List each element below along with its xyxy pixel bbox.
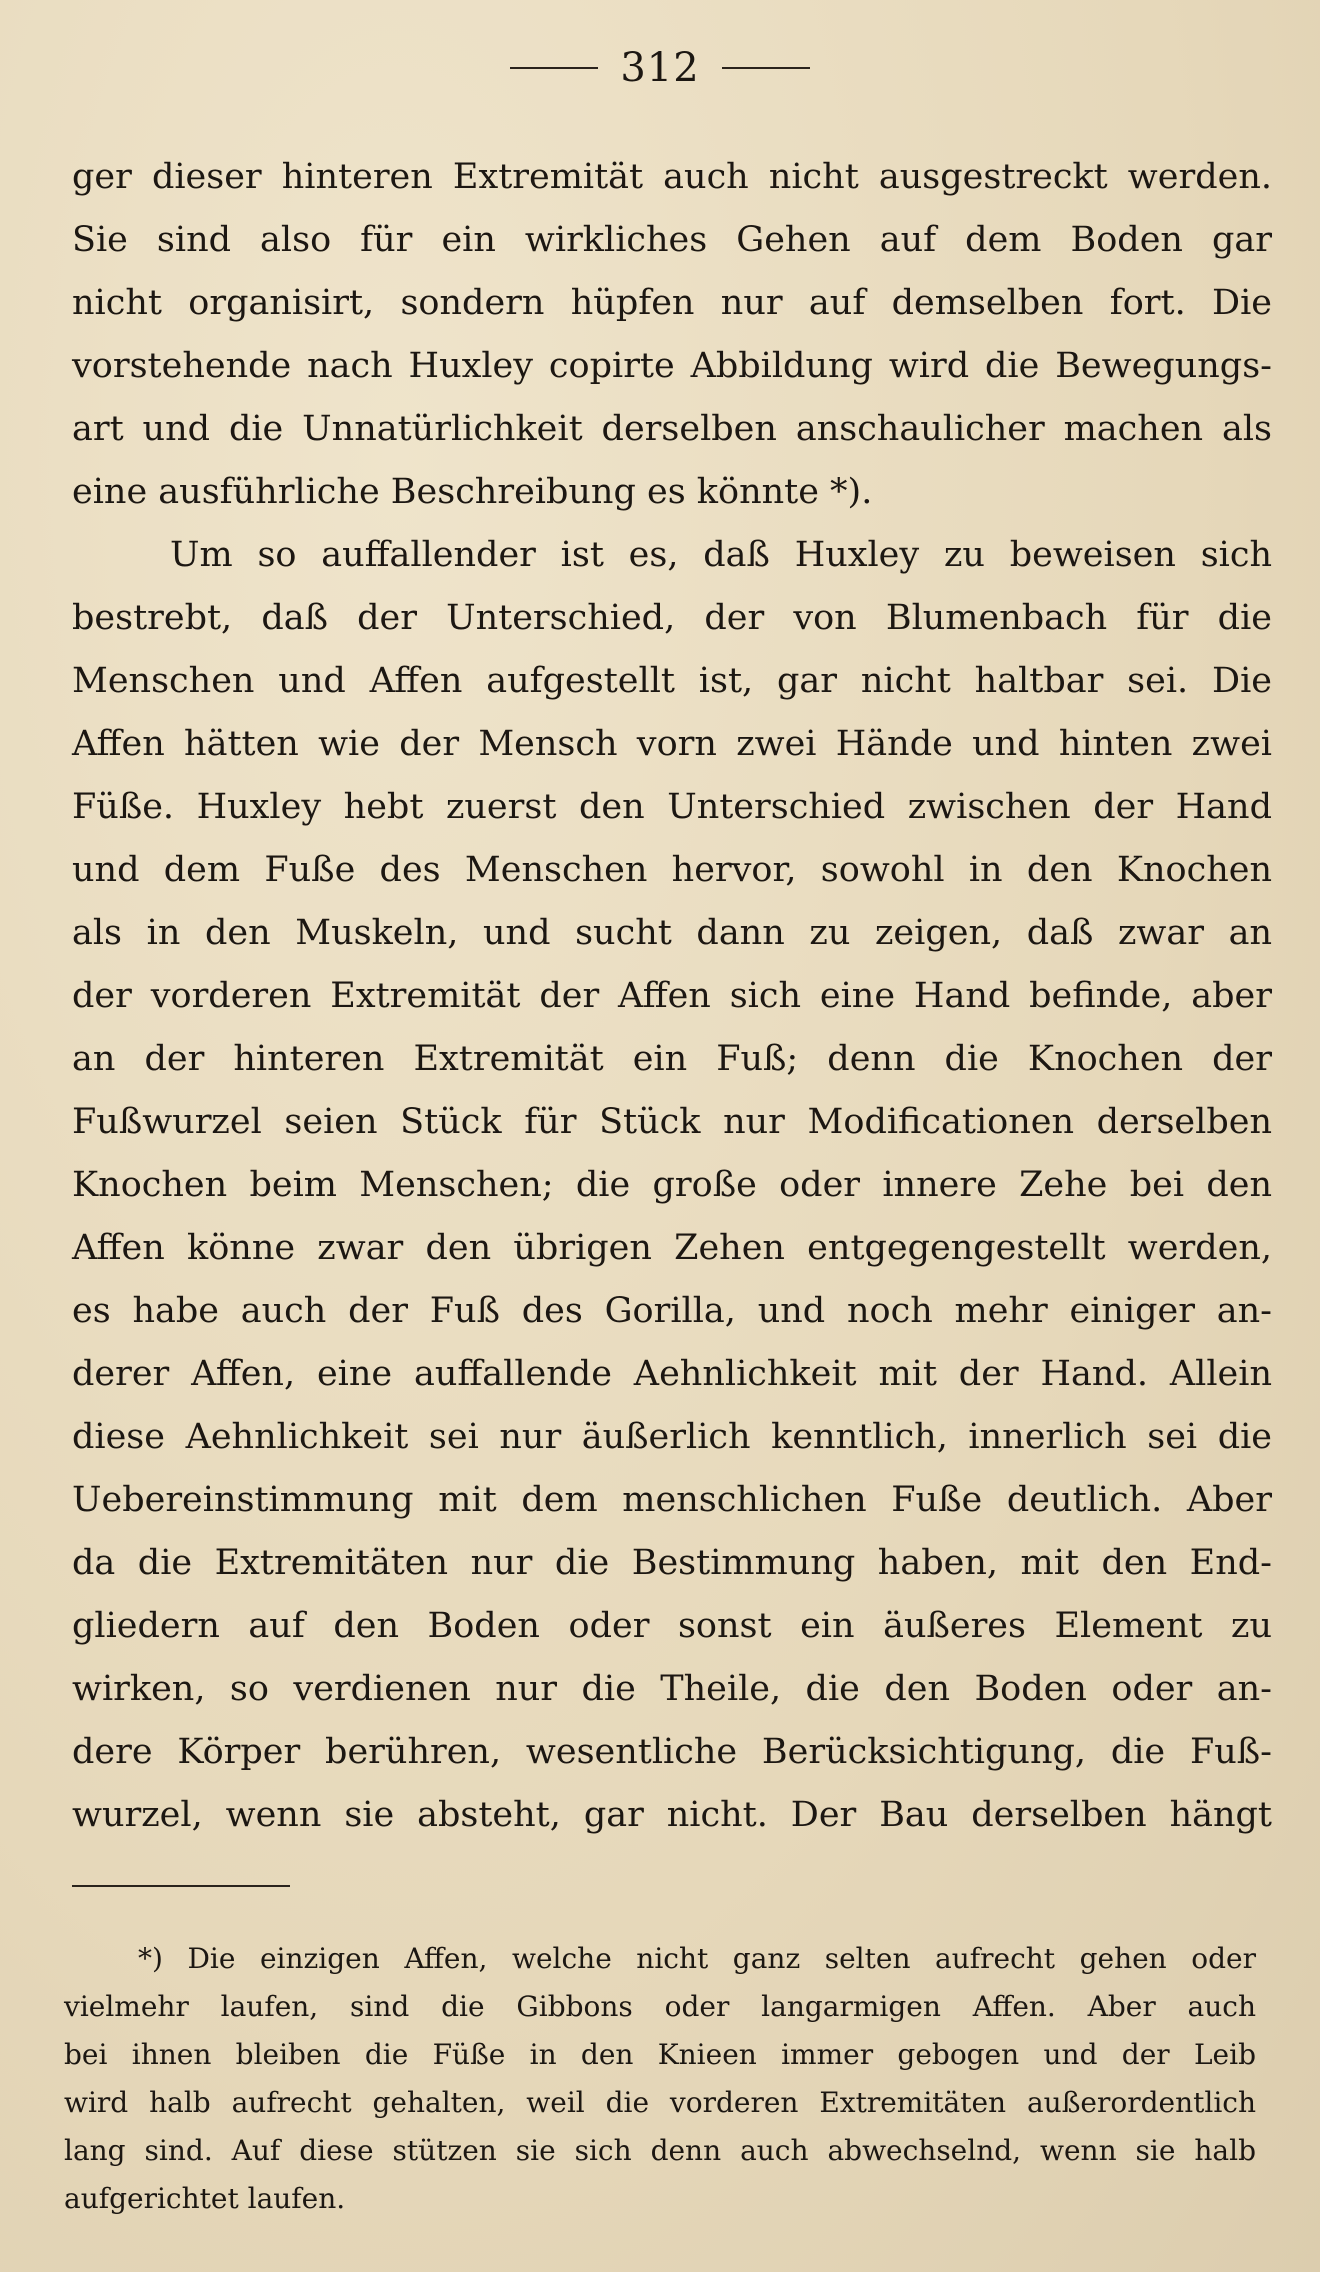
- text-line: es habe auch der Fuß des Gorilla, und noch mehr einiger an-: [72, 1291, 1272, 1331]
- text-line: Menschen und Affen aufgestellt ist, gar nicht haltbar sei. Die: [72, 661, 1272, 701]
- page-number: 312: [620, 45, 700, 91]
- text-line: bestrebt, daß der Unterschied, der von Blumenbach für die: [72, 598, 1272, 638]
- text-line: dere Körper berühren, wesentliche Berücksichtigung, die Fuß-: [72, 1732, 1272, 1772]
- footnote: [64, 1935, 1256, 2223]
- left-rule: [510, 67, 598, 69]
- footnote-line: wird halb aufrecht gehalten, weil die vorderen Extremitäten außerordentlich: [64, 2086, 1256, 2119]
- main-text: [72, 146, 1272, 1847]
- text-line: an der hinteren Extremität ein Fuß; denn die Knochen der: [72, 1039, 1272, 1079]
- text-line: gliedern auf den Boden oder sonst ein äußeres Element zu: [72, 1606, 1272, 1646]
- footnote-line: aufgerichtet laufen.: [64, 2182, 346, 2215]
- text-line: derer Affen, eine auffallende Aehnlichkeit mit der Hand. Allein: [72, 1354, 1272, 1394]
- footnote-line: *) Die einzigen Affen, welche nicht ganz selten aufrecht gehen oder: [138, 1942, 1256, 1975]
- page-header: [0, 38, 1320, 98]
- text-line: Affen hätten wie der Mensch vorn zwei Hände und hinten zwei: [72, 724, 1272, 764]
- text-line: Fußwurzel seien Stück für Stück nur Modificationen derselben: [72, 1102, 1272, 1142]
- text-line: Affen könne zwar den übrigen Zehen entgegengestellt werden,: [72, 1228, 1272, 1268]
- text-line: Um so auffallender ist es, daß Huxley zu beweisen sich: [170, 535, 1272, 575]
- text-line: vorstehende nach Huxley copirte Abbildung wird die Bewegungs-: [72, 346, 1272, 386]
- text-line: Sie sind also für ein wirkliches Gehen auf dem Boden gar: [72, 220, 1272, 260]
- text-line: art und die Unnatürlichkeit derselben anschaulicher machen als: [72, 409, 1272, 449]
- text-line: Füße. Huxley hebt zuerst den Unterschied zwischen der Hand: [72, 787, 1272, 827]
- right-rule: [722, 67, 810, 69]
- text-line: diese Aehnlichkeit sei nur äußerlich kenntlich, innerlich sei die: [72, 1417, 1272, 1457]
- text-line: und dem Fuße des Menschen hervor, sowohl in den Knochen: [72, 850, 1272, 890]
- text-line: der vorderen Extremität der Affen sich eine Hand befinde, aber: [72, 976, 1272, 1016]
- text-line: eine ausführliche Beschreibung es könnte *).: [72, 472, 873, 512]
- footnote-separator: [72, 1885, 290, 1887]
- footnote-line: bei ihnen bleiben die Füße in den Knieen immer gebogen und der Leib: [64, 2038, 1256, 2071]
- text-line: ger dieser hinteren Extremität auch nicht ausgestreckt werden.: [72, 157, 1272, 197]
- text-line: als in den Muskeln, und sucht dann zu zeigen, daß zwar an: [72, 913, 1272, 953]
- footnote-line: vielmehr laufen, sind die Gibbons oder langarmigen Affen. Aber auch: [64, 1990, 1256, 2023]
- text-line: Knochen beim Menschen; die große oder innere Zehe bei den: [72, 1165, 1272, 1205]
- text-line: Uebereinstimmung mit dem menschlichen Fuße deutlich. Aber: [72, 1480, 1272, 1520]
- footnote-line: lang sind. Auf diese stützen sie sich denn auch abwechselnd, wenn sie halb: [64, 2134, 1256, 2167]
- text-line: wurzel, wenn sie absteht, gar nicht. Der Bau derselben hängt: [72, 1795, 1272, 1835]
- text-line: nicht organisirt, sondern hüpfen nur auf demselben fort. Die: [72, 283, 1272, 323]
- text-line: wirken, so verdienen nur die Theile, die den Boden oder an-: [72, 1669, 1272, 1709]
- text-line: da die Extremitäten nur die Bestimmung haben, mit den End-: [72, 1543, 1272, 1583]
